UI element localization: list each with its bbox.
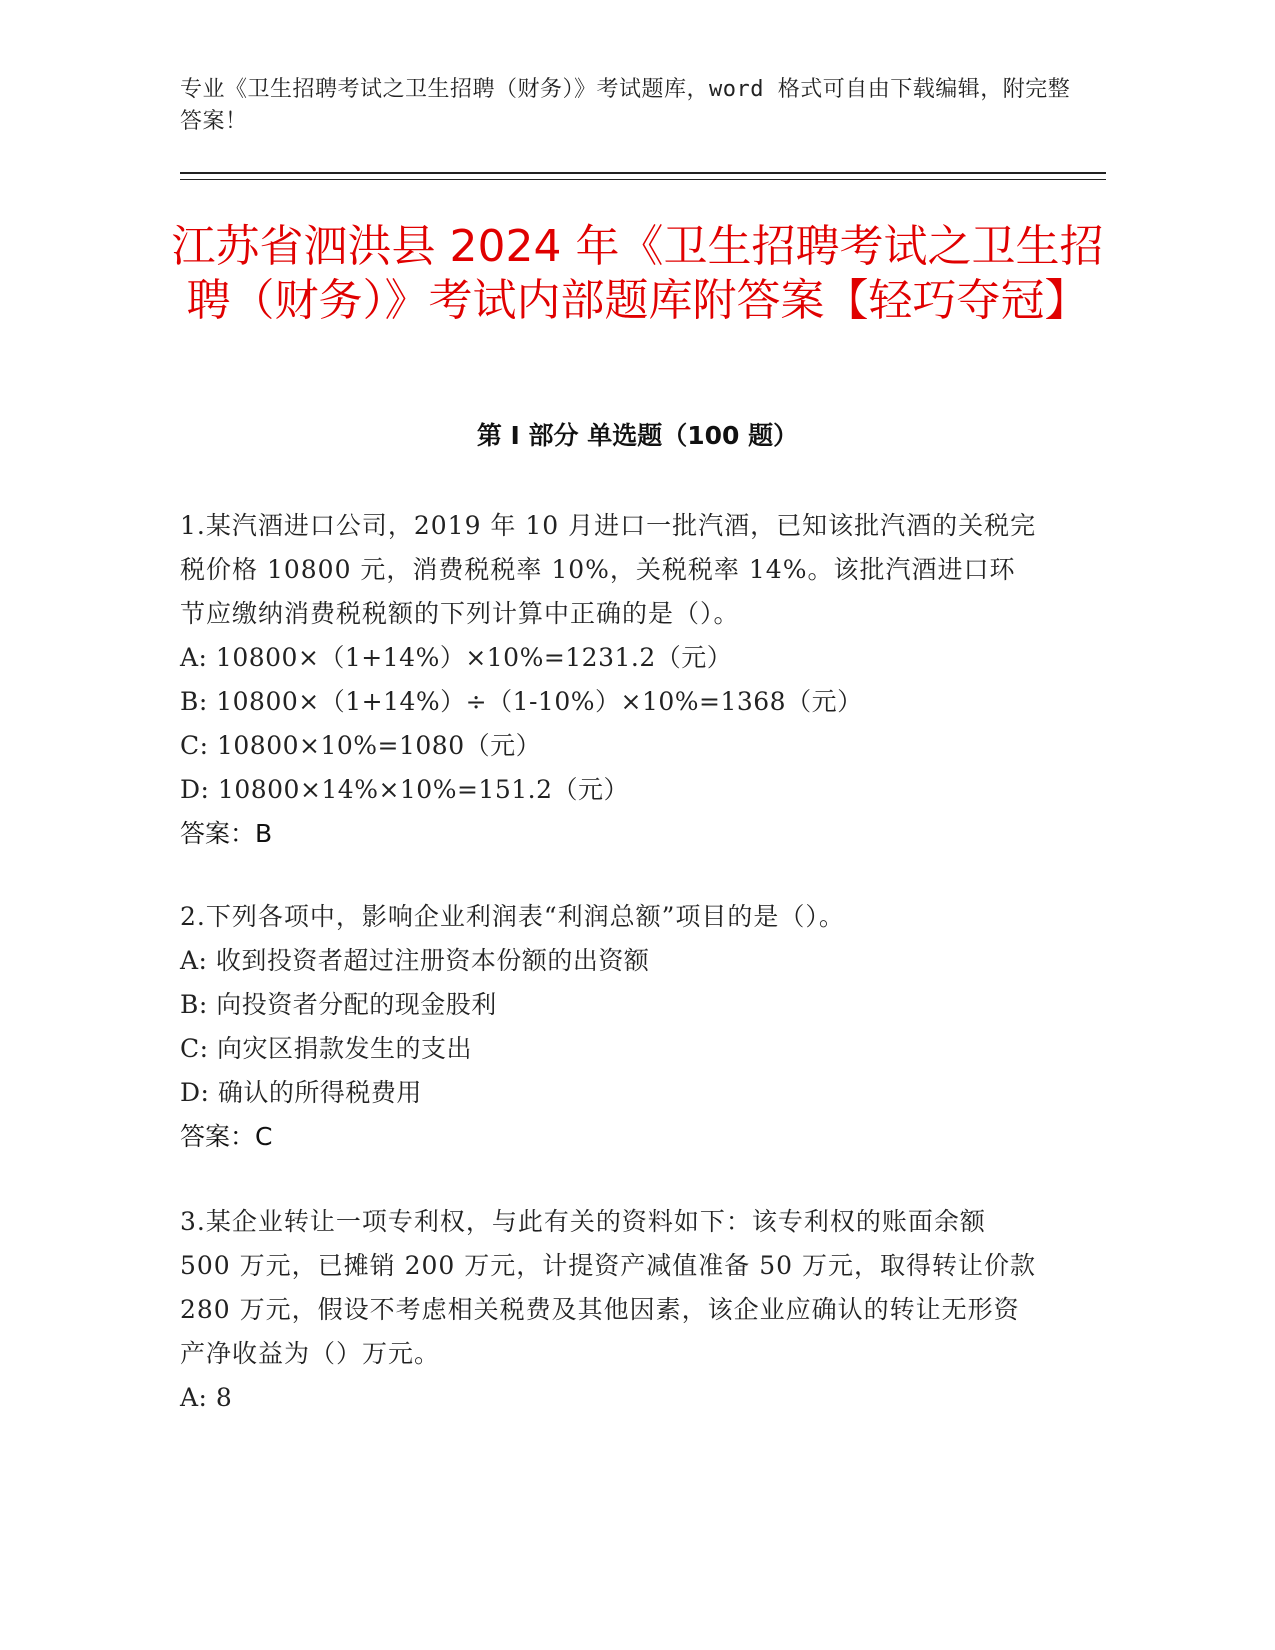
- option-a: A: 8: [180, 1383, 233, 1412]
- document-title: 江苏省泗洪县 2024 年《卫生招聘考试之卫生招聘（财务）》考试内部题库附答案【轻巧夺冠】: [171, 221, 1104, 326]
- option-a: A: 10800×（1+14%）×10%=1231.2（元）: [180, 643, 733, 672]
- option-c: C: 向灾区捐款发生的支出: [180, 1034, 472, 1063]
- option-d: D: 10800×14%×10%=151.2（元）: [180, 775, 629, 804]
- option-b: B: 10800×（1+14%）÷（1-10%）×10%=1368（元）: [180, 687, 863, 716]
- option-d: D: 确认的所得税费用: [180, 1078, 422, 1107]
- option-c: C: 10800×10%=1080（元）: [180, 731, 542, 760]
- option-a: A: 收到投资者超过注册资本份额的出资额: [180, 946, 650, 975]
- header-note: 专业《卫生招聘考试之卫生招聘（财务）》考试题库，word 格式可自由下载编辑，附完整答案！: [180, 77, 1071, 134]
- option-b: B: 向投资者分配的现金股利: [180, 990, 497, 1019]
- header-divider-thin: [180, 179, 1106, 180]
- answer: 答案：C: [180, 1122, 273, 1151]
- answer: 答案：B: [180, 819, 273, 848]
- question-text: 1.某汽酒进口公司，2019 年 10 月进口一批汽酒，已知该批汽酒的关税完税价格 10800 元，消费税税率 10%，关税税率 14%。该批汽酒进口环节应缴纳消费税税额的下列计算中正确的是（）。: [180, 511, 1037, 628]
- question-1: [180, 504, 1040, 856]
- question-text: 3.某企业转让一项专利权，与此有关的资料如下：该专利权的账面余额 500 万元，已摊销 200 万元，计提资产减值准备 50 万元，取得转让价款 280 万元，假设不考虑相关税费及其他因素，该企业应确认的转让无形资产净收益为（）万元。: [180, 1207, 1036, 1368]
- question-3: [180, 1200, 1040, 1420]
- section-title: 第 I 部分 单选题（100 题）: [476, 421, 799, 450]
- question-2: [180, 895, 1040, 1159]
- question-text: 2.下列各项中，影响企业利润表“利润总额”项目的是（）。: [180, 902, 845, 931]
- header-divider: [180, 172, 1106, 174]
